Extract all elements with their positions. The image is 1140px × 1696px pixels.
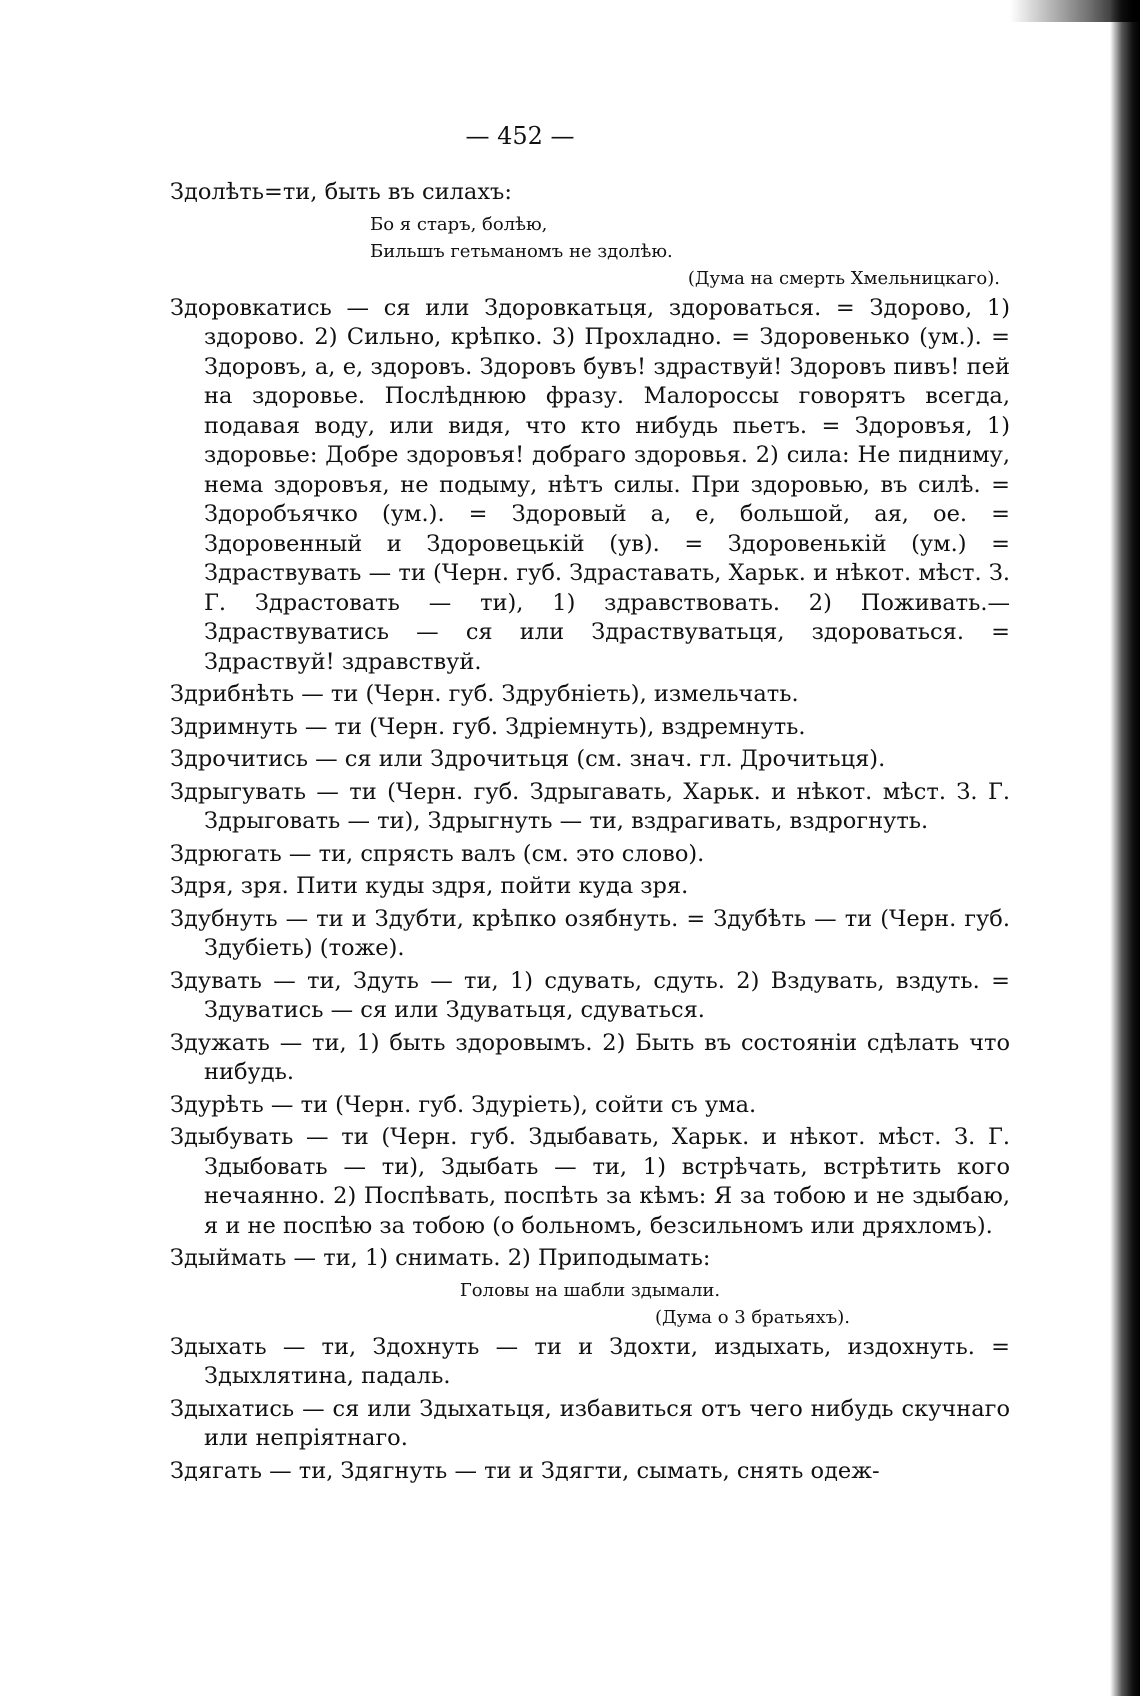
quote-block-2 xyxy=(170,1277,1010,1331)
entry-zdykhatis: Здыхатись — ся или Здыхатьця, избавиться отъ чего нибудь скучнаго или непріятнаго. xyxy=(170,1395,1010,1451)
entry-zdorovkatis: Здоровкатись — ся или Здоровкатьця, здороваться. = Здорово, 1) здорово. 2) Сильно, крѣпко. 3) Прохладно. = Здоровенько (ум.). = Здоровъ, а, е, здоровъ. Здоровъ бувъ! здраствуй! Здоровъ пивъ! пей на здоровье. Послѣднюю фразу. Малороссы говорятъ всегда, подавая воду, или видя, что кто нибудь пьетъ. = Здоровъя, 1) здоровье: Добре здоровъя! добраго здоровья. 2) сила: Не пидниму, нема здоровъя, не подыму, нѣтъ силы. При здоровью, въ силѣ. = Здоробъячко (ум.). = Здоровый а, е, большой, ая, ое. = Здоровенный и Здоровецькій (ув). = Здоровенькій (ум.) = Здраствувать — ти (Черн. губ. Здраставать, Харьк. и нѣкот. мѣст. З. Г. Здрастовать — ти), 1) здравствовать. 2) Поживать.—Здраствуватись — ся или Здраствуватьця, здороваться. = Здраствуй! здравствуй. xyxy=(170,294,1010,675)
page-number: — 452 — xyxy=(465,122,575,150)
entry-zdolet: Здолѣть=ти, быть въ силахъ: xyxy=(170,179,512,205)
quote-source: (Дума о 3 братьяхъ). xyxy=(655,1306,850,1328)
entry-zdrygovat: Здрыгувать — ти (Черн. губ. Здрыгавать, Харьк. и нѣкот. мѣст. З. Г. Здрыговать — ти), Здрыгнуть — ти, вздрагивать, вздрогнуть. xyxy=(170,778,1010,834)
entry-zdyymat: Здыймать — ти, 1) снимать. 2) Приподымать: xyxy=(170,1245,711,1271)
entry-zdybuvat: Здыбувать — ти (Черн. губ. Здыбавать, Харьк. и нѣкот. мѣст. З. Г. Здыбовать — ти), Здыбать — ти, 1) встрѣчать, встрѣтить кого нечаянно. 2) Поспѣвать, поспѣть за кѣмъ: Я за тобою и не здыбаю, я и не поспѣю за тобою (о больномъ, безсильномъ или дряхломъ). xyxy=(170,1124,1010,1239)
binding-edge-top xyxy=(1010,0,1140,22)
entry-zdubnut: Здубнуть — ти и Здубти, крѣпко озябнуть. = Здубѣть — ти (Черн. губ. Здубіеть) (тоже). xyxy=(170,905,1010,961)
dictionary-entries xyxy=(170,178,1010,1489)
entry-zdrimnut: Здримнуть — ти (Черн. губ. Здріемнуть), вздремнуть. xyxy=(170,713,806,740)
entry-zdrya: Здря, зря. Пити куды здря, пойти куда зря. xyxy=(170,873,689,899)
quote-block-1 xyxy=(170,211,1010,292)
entry-zduzhat: Здужать — ти, 1) быть здоровымъ. 2) Быть въ состояніи сдѣлать что нибудь. xyxy=(170,1029,1010,1085)
binding-edge xyxy=(1110,0,1140,1696)
entry-zdykhat: Здыхать — ти, Здохнуть — ти и Здохти, издыхать, издохнуть. = Здыхлятина, падаль. xyxy=(170,1333,1010,1389)
entry-zduvat: Здувать — ти, Здуть — ти, 1) сдувать, сдуть. 2) Вздувать, вздуть. = Здуватись — ся или Здуватьця, сдуваться. xyxy=(170,967,1010,1023)
entry-zduret: Здурѣть — ти (Черн. губ. Здуріеть), сойти съ ума. xyxy=(170,1091,757,1118)
entry-zdribnet: Здрибнѣть — ти (Черн. губ. Здрубніеть), измельчать. xyxy=(170,681,799,707)
quote-line: Бо я старъ, болѣю, xyxy=(370,213,548,235)
quote-line: Головы на шабли здымали. xyxy=(459,1279,721,1301)
quote-line: Бильшъ гетьманомъ не здолѣю. xyxy=(370,240,673,262)
entry-zdyagat: Здягать — ти, Здягнуть — ти и Здягти, сымать, снять одеж- xyxy=(170,1457,880,1484)
quote-source: (Дума на смерть Хмельницкаго). xyxy=(687,267,1000,289)
entry-zdryugat: Здрюгать — ти, спрясть валъ (см. это слово). xyxy=(170,840,705,867)
entry-zdrochitis: Здрочитись — ся или Здрочитьця (см. знач. гл. Дрочитьця). xyxy=(170,746,886,772)
